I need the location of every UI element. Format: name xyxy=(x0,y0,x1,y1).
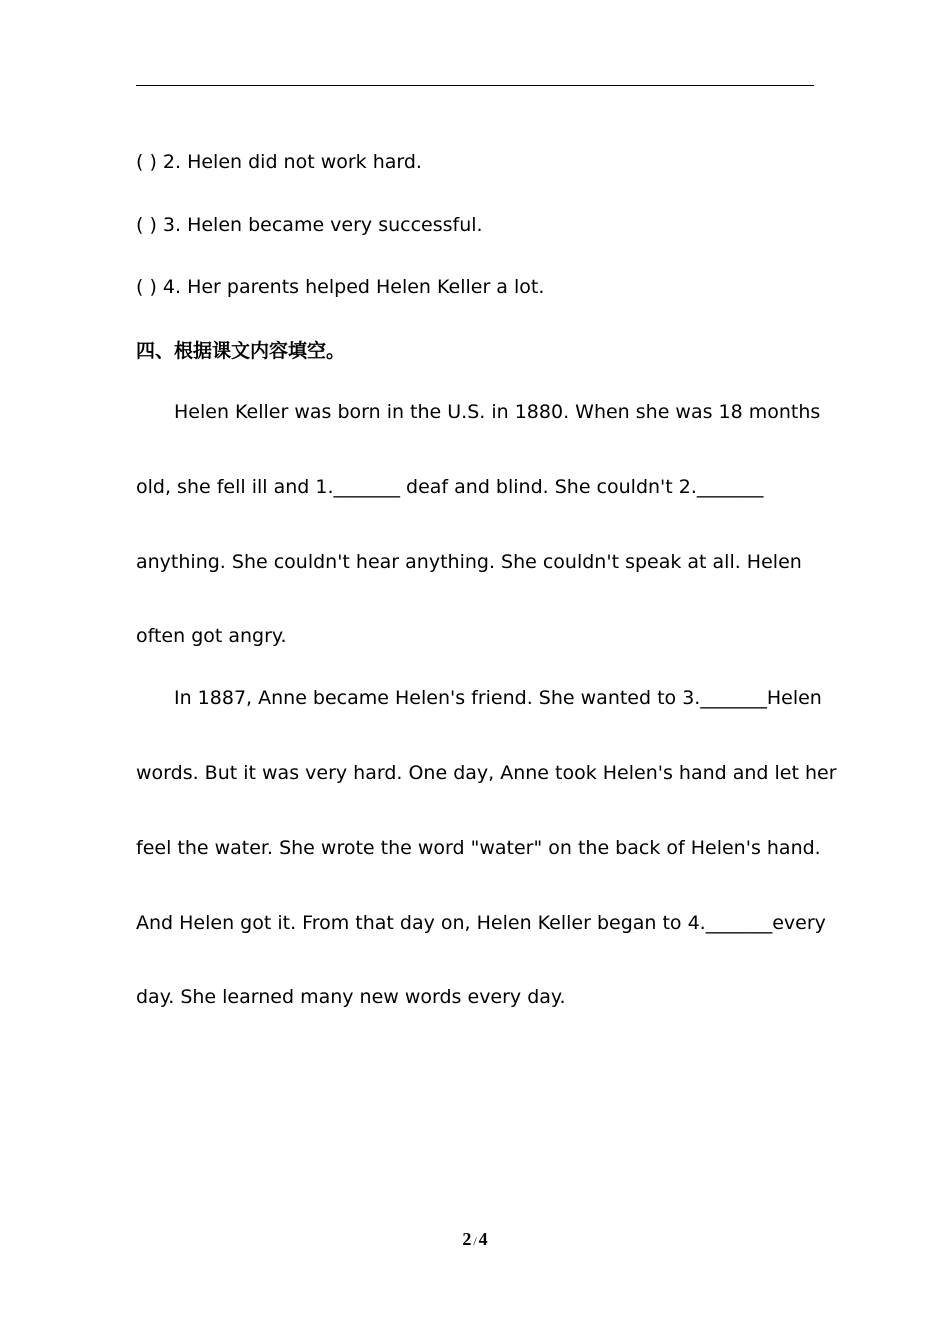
paragraph-2-line-4: And Helen got it. From that day on, Helen Keller began to 4._______every xyxy=(136,912,826,934)
question-2: ( ) 2. Helen did not work hard. xyxy=(136,151,422,173)
paragraph-2-line-5: day. She learned many new words every day. xyxy=(136,986,566,1008)
current-page-number: 2 xyxy=(462,1229,472,1249)
page-separator: / xyxy=(473,1234,477,1248)
total-pages-number: 4 xyxy=(478,1229,488,1249)
paragraph-1-line-3: anything. She couldn't hear anything. She couldn't speak at all. Helen xyxy=(136,551,802,573)
paragraph-1-line-4: often got angry. xyxy=(136,625,287,647)
paragraph-2-line-1: In 1887, Anne became Helen's friend. She wanted to 3._______Helen xyxy=(174,687,822,709)
paragraph-1-line-1: Helen Keller was born in the U.S. in 1880. When she was 18 months xyxy=(174,401,821,423)
page-number xyxy=(0,1228,950,1252)
paragraph-2-line-3: feel the water. She wrote the word "water" on the back of Helen's hand. xyxy=(136,837,821,859)
paragraph-1-line-2: old, she fell ill and 1._______ deaf and blind. She couldn't 2._______ xyxy=(136,476,764,498)
question-4: ( ) 4. Her parents helped Helen Keller a lot. xyxy=(136,276,545,298)
header-rule xyxy=(136,85,814,86)
question-3: ( ) 3. Helen became very successful. xyxy=(136,214,483,236)
section-4-heading: 四、根据课文内容填空。 xyxy=(136,340,346,362)
paragraph-2-line-2: words. But it was very hard. One day, Anne took Helen's hand and let her xyxy=(136,762,837,784)
